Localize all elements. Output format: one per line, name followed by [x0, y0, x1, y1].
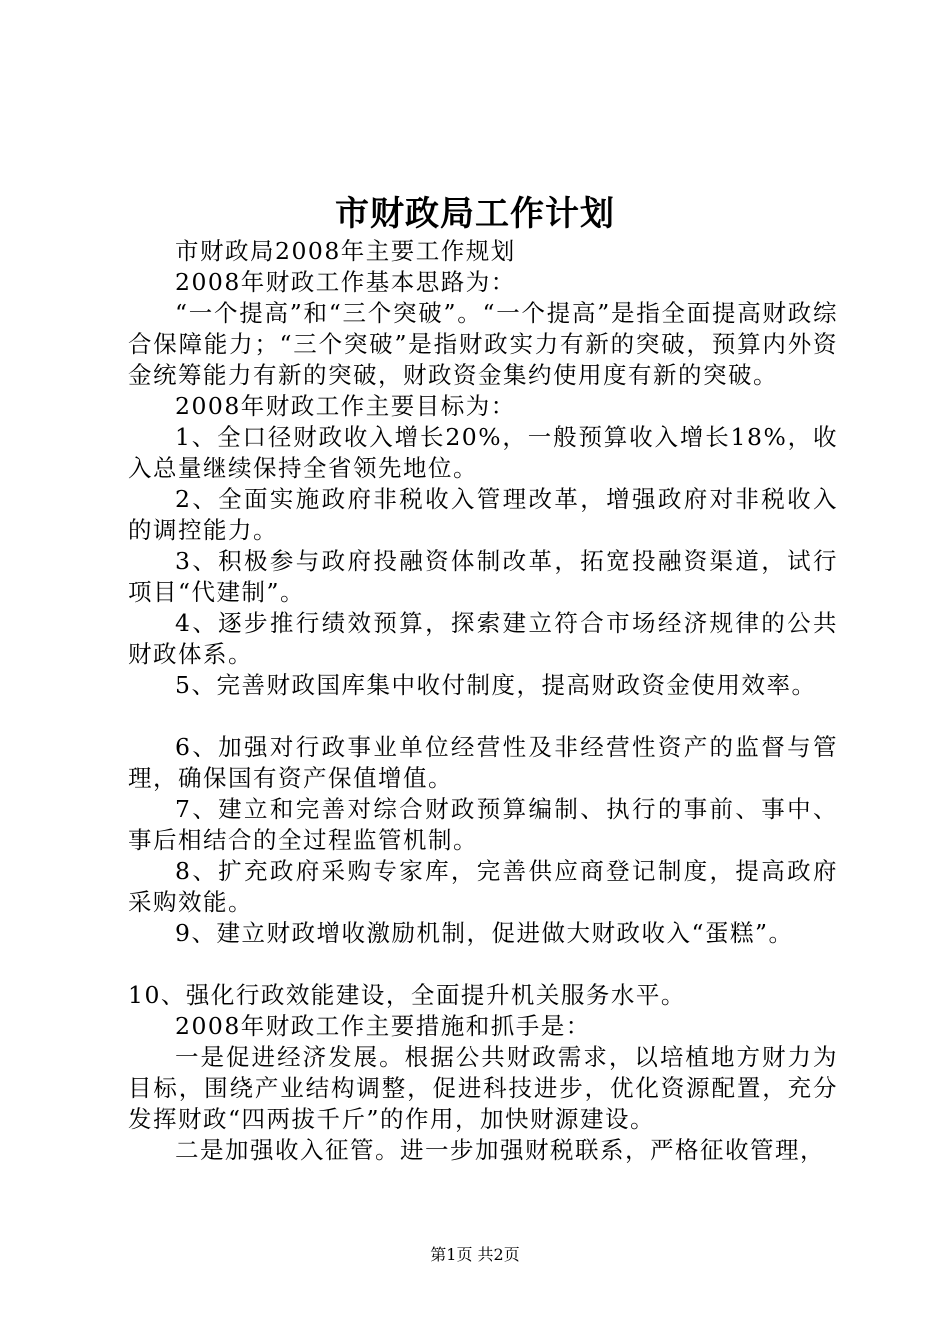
- paragraph-approach-heading: 2008年财政工作基本思路为：: [175, 268, 516, 296]
- paragraph-goal-6: 6、加强对行政事业单位经营性及非经营性资产的监督与管理，确保国有资产保值增值。: [128, 733, 838, 792]
- paragraph-goal-3: 3、积极参与政府投融资体制改革，拓宽投融资渠道，试行项目“代建制”。: [128, 547, 838, 606]
- paragraph-approach: “一个提高”和“三个突破”。“一个提高”是指全面提高财政综合保障能力；“三个突破”是指财政实力有新的突破，预算内外资金统筹能力有新的突破，财政资金集约使用度有新的突破。: [128, 299, 838, 389]
- paragraph-goal-10: 10、强化行政效能建设，全面提升机关服务水平。: [128, 981, 686, 1009]
- paragraph-goal-9: 9、建立财政增收激励机制，促进做大财政收入“蛋糕”。: [175, 919, 794, 947]
- paragraph-goal-4: 4、逐步推行绩效预算，探索建立符合市场经济规律的公共财政体系。: [128, 609, 838, 668]
- paragraph-goal-5: 5、完善财政国库集中收付制度，提高财政资金使用效率。: [175, 671, 817, 699]
- paragraph-measures-heading: 2008年财政工作主要措施和抓手是：: [175, 1012, 591, 1040]
- paragraph-measure-1: 一是促进经济发展。根据公共财政需求，以培植地方财力为目标，围绕产业结构调整，促进科技进步，优化资源配置，充分发挥财政“四两拔千斤”的作用，加快财源建设。: [128, 1043, 838, 1133]
- paragraph-goals-heading: 2008年财政工作主要目标为：: [175, 392, 516, 420]
- paragraph-goal-8: 8、扩充政府采购专家库，完善供应商登记制度，提高政府采购效能。: [128, 857, 838, 916]
- paragraph-plan-heading: 市财政局2008年主要工作规划: [175, 237, 516, 265]
- paragraph-goal-7: 7、建立和完善对综合财政预算编制、执行的事前、事中、事后相结合的全过程监管机制。: [128, 795, 838, 854]
- document-title: 市财政局工作计划: [335, 194, 615, 234]
- page-footer: 第1页 共2页: [430, 1245, 520, 1264]
- paragraph-goal-2: 2、全面实施政府非税收入管理改革，增强政府对非税收入的调控能力。: [128, 485, 838, 544]
- paragraph-goal-1: 1、全口径财政收入增长20%，一般预算收入增长18%，收入总量继续保持全省领先地位。: [128, 423, 838, 482]
- paragraph-measure-2: 二是加强收入征管。进一步加强财税联系，严格征收管理，: [175, 1136, 825, 1164]
- document-body: [128, 236, 838, 1166]
